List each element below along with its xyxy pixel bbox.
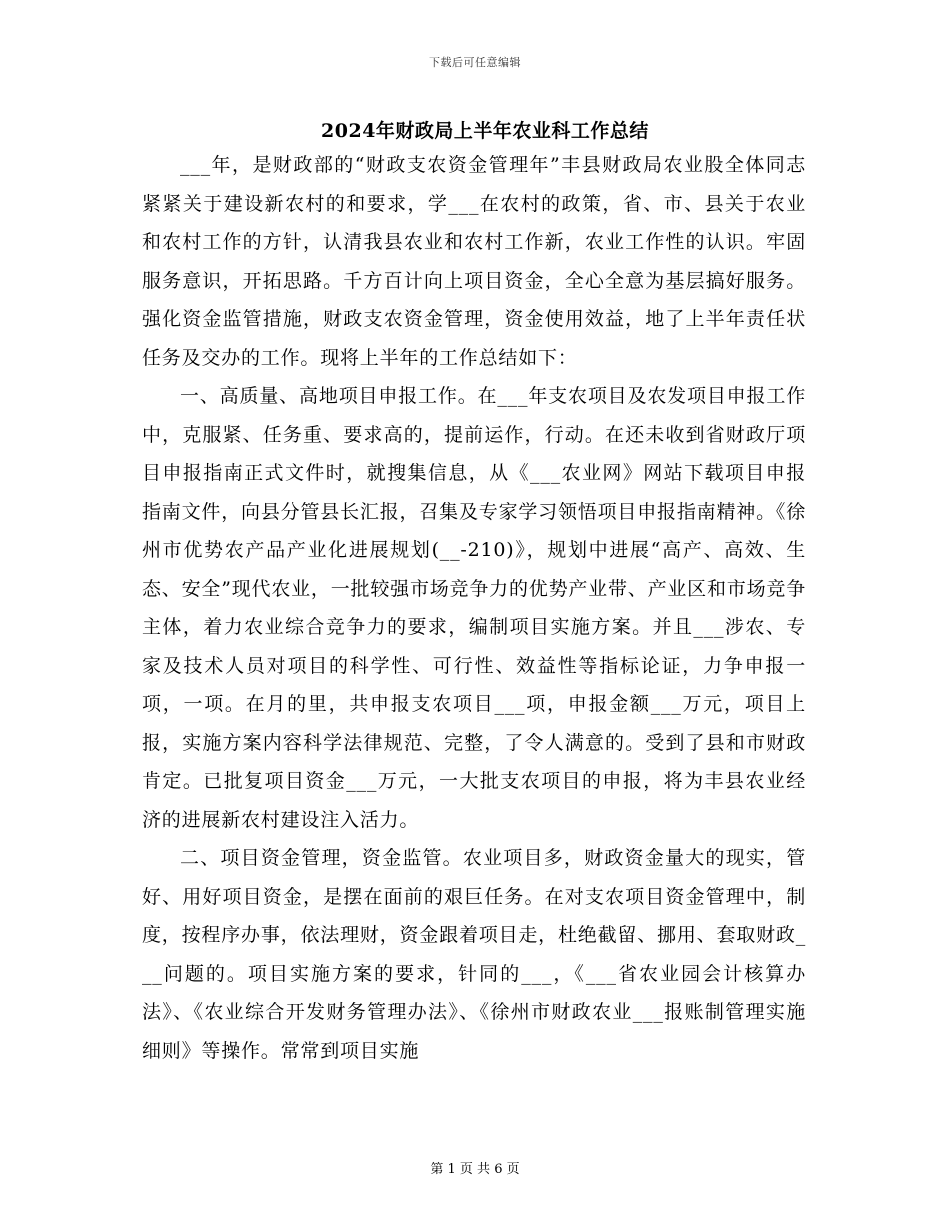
document-title: 2024年财政局上半年农业科工作总结 (321, 120, 649, 142)
document-body (142, 146, 806, 1070)
header-note: 下载后可任意编辑 (429, 56, 521, 69)
paragraph-section-2: 二、项目资金管理，资金监管。农业项目多，财政资金量大的现实，管好、用好项目资金，是摆在面前的艰巨任务。在对支农项目资金管理中，制度，按程序办事，依法理财，资金跟着项目走，杜绝截留、挪用、套取财政___问题的。项目实施方案的要求，针同的___，《___省农业园会计核算办法》、《农业综合开发财务管理办法》、《徐州市财政农业___报账制管理实施细则》等操作。常常到项目实施 (142, 847, 806, 1062)
page-number-footer: 第 1 页 共 6 页 (430, 1162, 520, 1177)
paragraph-intro: ___年，是财政部的“财政支农资金管理年”丰县财政局农业股全体同志紧紧关于建设新农村的和要求，学___在农村的政策，省、市、县关于农业和农村工作的方针，认清我县农业和农村工作新，农业工作性的认识。牢固服务意识，开拓思路。千方百计向上项目资金，全心全意为基层搞好服务。强化资金监管措施，财政支农资金管理，资金使用效益，地了上半年责任状任务及交办的工作。现将上半年的工作总结如下： (142, 154, 806, 369)
paragraph-section-1: 一、高质量、高地项目申报工作。在___年支农项目及农发项目申报工作中，克服紧、任务重、要求高的，提前运作，行动。在还未收到省财政厅项目申报指南正式文件时，就搜集信息，从《___农业网》网站下载项目申报指南文件，向县分管县长汇报，召集及专家学习领悟项目申报指南精神。《徐州市优势农产品产业化进展规划(__-210)》，规划中进展“高产、高效、生态、安全”现代农业，一批较强市场竞争力的优势产业带、产业区和市场竞争主体，着力农业综合竞争力的要求，编制项目实施方案。并且___涉农、专家及技术人员对项目的科学性、可行性、效益性等指标论证，力争申报一项，一项。在月的里，共申报支农项目___项，申报金额___万元，项目上报，实施方案内容科学法律规范、完整，了令人满意的。受到了县和市财政肯定。已批复项目资金___万元，一大批支农项目的申报，将为丰县农业经济的进展新农村建设注入活力。 (142, 385, 806, 831)
